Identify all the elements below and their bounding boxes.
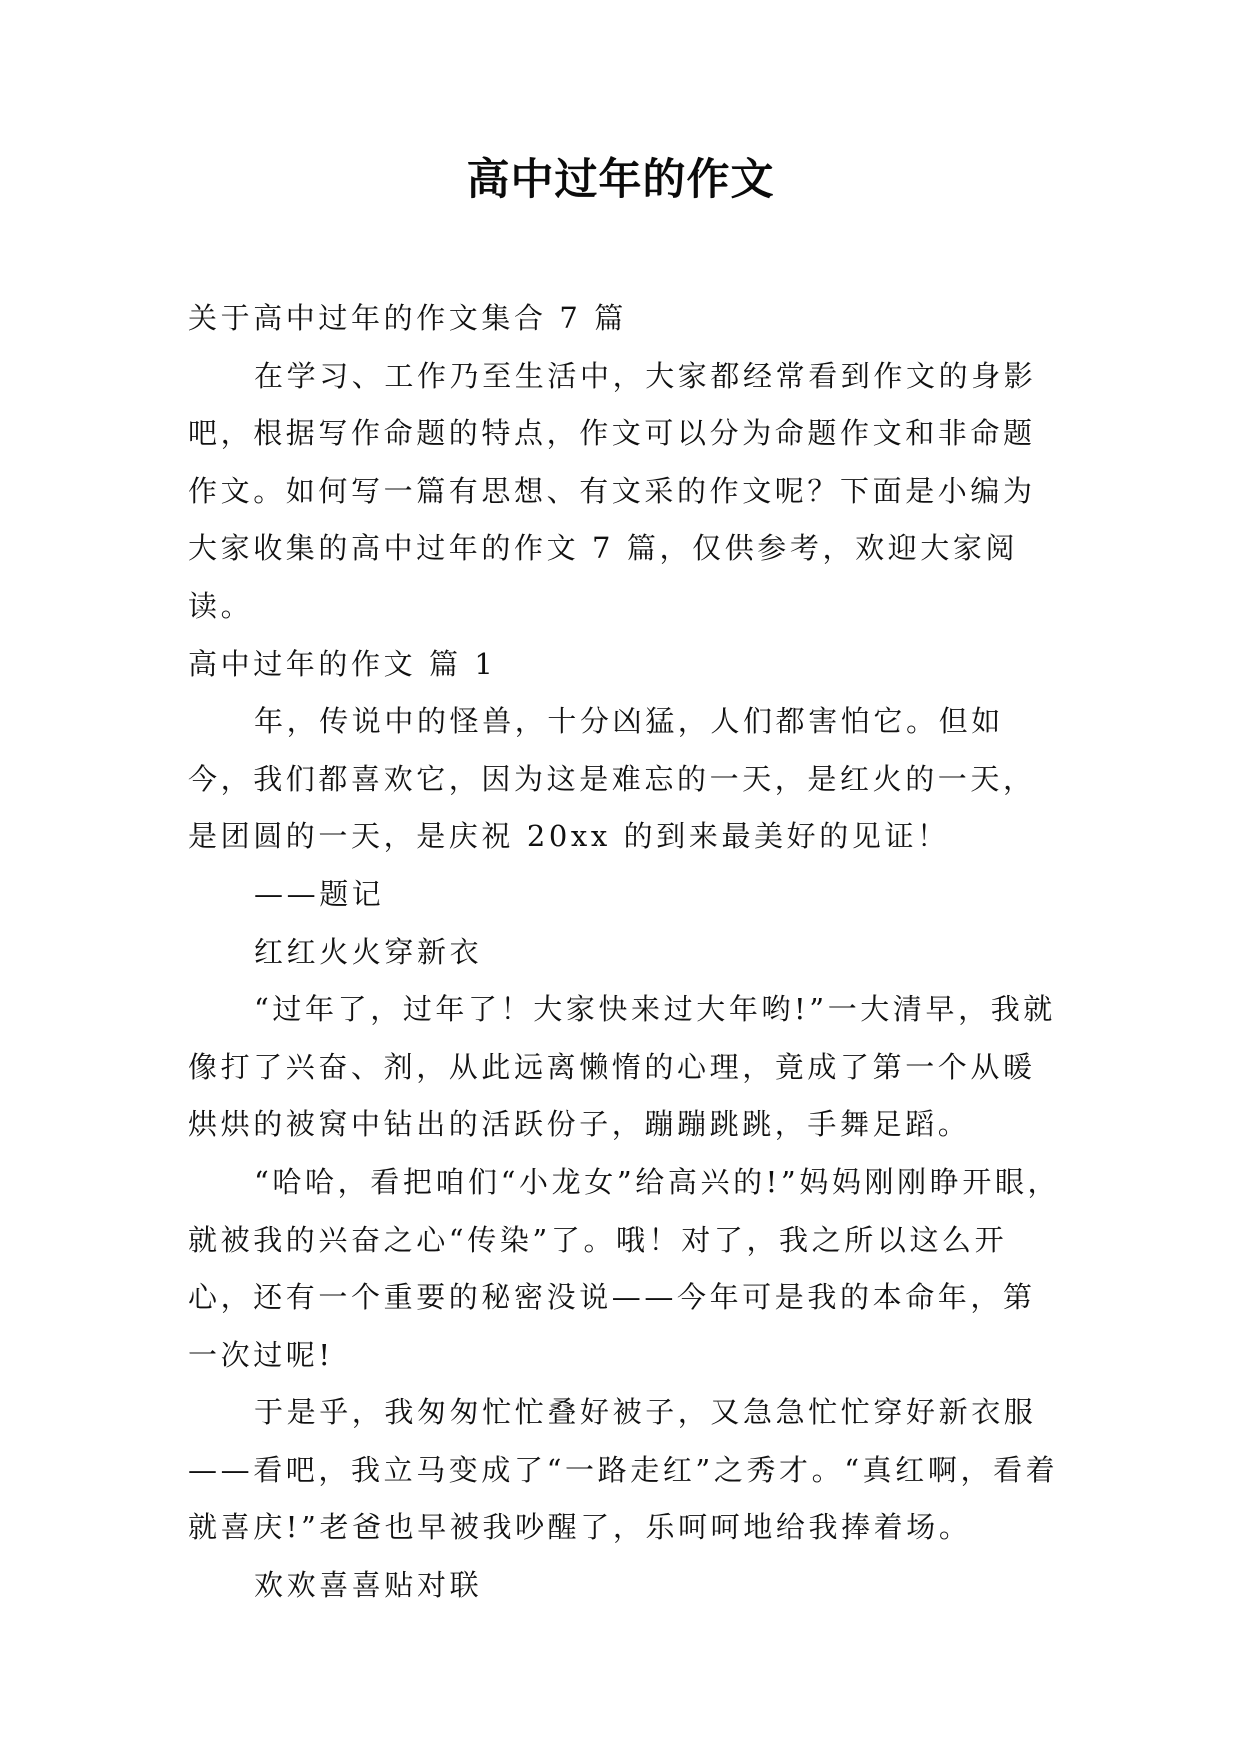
document-title: 高中过年的作文 xyxy=(466,155,775,205)
body-paragraph: 年，传说中的怪兽，十分凶猛，人们都害怕它。但如今，我们都喜欢它，因为这是难忘的一天，是红火的一天，是团圆的一天，是庆祝 20xx 的到来最美好的见证！ xyxy=(188,704,1036,854)
subheading: 欢欢喜喜贴对联 xyxy=(254,1568,483,1603)
epigraph-attribution: ——题记 xyxy=(254,876,385,911)
document-body xyxy=(188,290,1068,1615)
body-paragraph: “哈哈，看把咱们“小龙女”给高兴的!”妈妈刚刚睁开眼，就被我的兴奋之心“传染”了。哦！对了，我之所以这么开心，还有一个重要的秘密没说——今年可是我的本命年，第一次过呢! xyxy=(188,1164,1061,1372)
subtitle-line: 关于高中过年的作文集合 7 篇 xyxy=(188,301,627,335)
intro-paragraph: 在学习、工作乃至生活中，大家都经常看到作文的身影吧，根据写作命题的特点，作文可以分为命题作文和非命题作文。如何写一篇有思想、有文采的作文呢？下面是小编为大家收集的高中过年的作文 7 篇，仅供参考，欢迎大家阅读。 xyxy=(188,358,1037,623)
subheading: 红红火火穿新衣 xyxy=(254,934,483,969)
section-heading: 高中过年的作文 篇 1 xyxy=(188,646,497,681)
body-paragraph: 于是乎，我匆匆忙忙叠好被子，又急急忙忙穿好新衣服——看吧，我立马变成了“一路走红”之秀才。“真红啊，看着就喜庆!”老爸也早被我吵醒了，乐呵呵地给我捧着场。 xyxy=(188,1395,1059,1545)
body-paragraph: “过年了，过年了！大家快来过大年哟!”一大清早，我就像打了兴奋、剂，从此远离懒惰的心理，竟成了第一个从暖烘烘的被窝中钻出的活跃份子，蹦蹦跳跳，手舞足蹈。 xyxy=(188,992,1056,1142)
